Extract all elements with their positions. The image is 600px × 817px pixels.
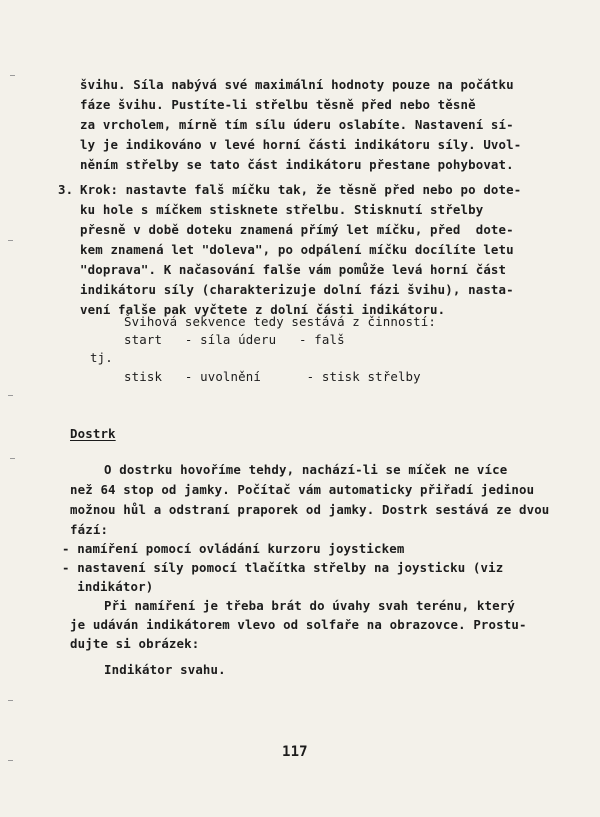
paragraph-line: za vrcholem, mírně tím sílu úderu oslabíte. Nastavení sí- <box>80 117 514 132</box>
paragraph-line: je udáván indikátorem vlevo od solfaře na obrazovce. Prostu- <box>70 617 527 632</box>
paragraph-line: fáze švihu. Pustíte-li střelbu těsně před nebo těsně <box>80 97 476 112</box>
step-number: 3. <box>58 182 74 197</box>
paragraph-line: ly je indikováno v levé horní části indikátoru síly. Uvol- <box>80 137 522 152</box>
paragraph-line: švihu. Síla nabývá své maximální hodnoty pouze na počátku <box>80 77 514 92</box>
margin-mark <box>8 700 13 701</box>
paragraph-line: O dostrku hovoříme tehdy, nachází-li se míček ne více <box>104 462 508 477</box>
step-line: indikátoru síly (charakterizuje dolní fázi švihu), nasta- <box>80 282 514 297</box>
sequence-intro: Švihová sekvence tedy sestává z činností: <box>124 314 437 329</box>
margin-mark <box>8 760 13 761</box>
list-item: indikátor) <box>62 579 154 594</box>
step-line: ku hole s míčkem stisknete střelbu. Stisknutí střelby <box>80 202 484 217</box>
step-line: kem znamená let "doleva", po odpálení míčku docílíte letu <box>80 242 514 257</box>
paragraph-line: Při namíření je třeba brát do úvahy svah terénu, který <box>104 598 515 613</box>
sequence-line: start - síla úderu - falš <box>124 332 345 347</box>
list-item: - nastavení síly pomocí tlačítka střelby na joysticku (viz <box>62 560 504 575</box>
paragraph-line: něním střelby se tato část indikátoru přestane pohybovat. <box>80 157 514 172</box>
page-number: 117 <box>282 744 308 760</box>
paragraph-line: možnou hůl a odstraní praporek od jamky. Dostrk sestává ze dvou <box>70 502 550 517</box>
paragraph-line: dujte si obrázek: <box>70 636 200 651</box>
section-heading: Dostrk <box>70 426 116 441</box>
step-line: Krok: nastavte falš míčku tak, že těsně před nebo po dote- <box>80 182 522 197</box>
list-item: - namíření pomocí ovládání kurzoru joystickem <box>62 541 405 556</box>
margin-mark <box>8 240 13 241</box>
step-line: "doprava". K načasování falše vám pomůže levá horní část <box>80 262 507 277</box>
margin-mark <box>8 395 13 396</box>
paragraph-line: než 64 stop od jamky. Počítač vám automaticky přiřadí jedinou <box>70 482 535 497</box>
margin-mark <box>10 458 15 459</box>
sequence-line: stisk - uvolnění - stisk střelby <box>124 369 421 384</box>
margin-mark <box>10 75 15 76</box>
step-line: vení falše pak vyčtete z dolní části indikátoru. <box>80 302 446 317</box>
paragraph-line: fází: <box>70 522 109 537</box>
step-line: přesně v době doteku znamená přímý let míčku, před dote- <box>80 222 514 237</box>
figure-caption: Indikátor svahu. <box>104 662 226 677</box>
sequence-tj: tj. <box>90 350 113 365</box>
